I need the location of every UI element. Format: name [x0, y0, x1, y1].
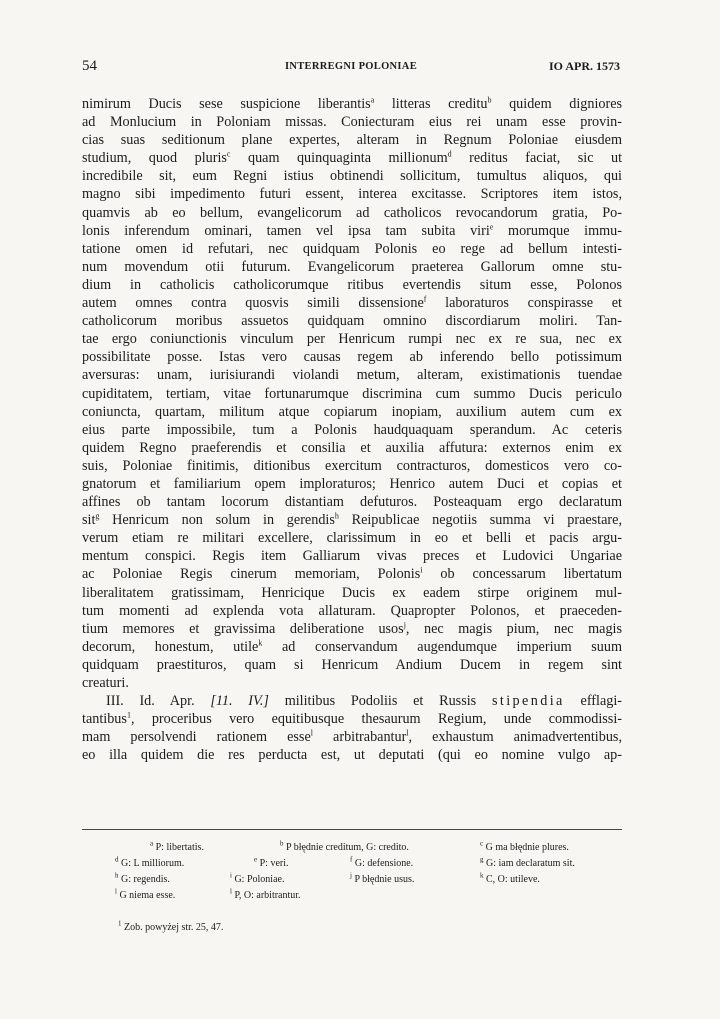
apparatus-note: $^i$ G: Poloniae. — [230, 871, 285, 885]
text-line: ad Monlucium in Poloniam missas. Coniecturam eius rei unam esse provin- — [82, 114, 622, 131]
apparatus-note: $^e$ P: veri. — [254, 855, 289, 869]
text-line: eo illa quidem die res perducta est, ut deputati (qui eo nomine vulgo ap- — [82, 747, 622, 764]
text-line: liberalitatem gratissimam, Henricique Ducis ex eadem stirpe originem mul- — [82, 584, 622, 601]
text-line: verum etiam re militari excellere, clarissimum in eo et belli et pacis argu- — [82, 530, 622, 547]
text-line: ac Poloniae Regis cinerum memoriam, Polonis$^i$ ob concessarum libertatum — [82, 565, 622, 583]
running-title: INTERREGNI POLONIAE — [284, 61, 417, 72]
text-line: mentum conspici. Regis item Galliarum vivas preces et Ludovici Ungariae — [82, 548, 622, 565]
text-line: possibilitate posse. Istas vero causas regem ab inferendo bello potissimum — [82, 349, 622, 366]
page-number: 54 — [82, 58, 97, 74]
apparatus-note: $^a$ P: libertatis. — [150, 839, 204, 853]
text-line: quamvis ab eo bellum, evangelicorum ad catholicos revocandorum gratia, Po- — [82, 204, 622, 221]
text-line: tium memores et gravissima deliberatione usos$^j$, nec magis pium, nec magis — [82, 619, 622, 637]
text-line: affines ob tantam locorum distantiam defuturos. Posteaquam ergo declaratum — [82, 494, 622, 511]
apparatus-note: $^l$ P, O: arbitrantur. — [230, 887, 301, 901]
date-annotation: [11. IV.] — [210, 693, 269, 710]
apparatus-note: $^d$ G: L milliorum. — [115, 855, 185, 869]
text-line: eius parte impossibile, tum a Polonis haudquaquam sperandum. Ac ceteris — [82, 421, 622, 438]
text-line: creaturi. — [82, 675, 129, 691]
spaced-word: stipendia — [491, 693, 565, 710]
apparatus-row — [82, 871, 622, 890]
text-line: studium, quod pluris$^c$ quam quinquaginta millionum$^d$ reditus faciat, sic ut — [82, 149, 622, 167]
text-line: sit$^g$ Henricum non solum in gerendis$^h$ Reipublicae negotiis summa vi praestare, — [82, 511, 622, 529]
text-line: lonis inferendum ominari, tamen vel ipsa tam subita viri$^e$ morumque immu- — [82, 221, 622, 239]
text-line: gnatorum et familiarium opem imploraturos; Henrico autem Duci et copias et — [82, 475, 622, 492]
text-line: dium in catholicis catholicorumque ritibus evertendis situm esse, Polonos — [82, 276, 622, 293]
text-line: tantibus$^1$, proceribus vero equitibusque thesaurum Regium, unde commodissi- — [82, 710, 622, 728]
text-line: cias suas seditionum plane expertes, alteram in Regnum Poloniae eiusdem — [82, 132, 622, 149]
text-line: incredibile sit, eum Regni istius obtinendi sollicitum, tumultus aliquos, qui — [82, 168, 622, 185]
text-line: aversuras: unam, iurisiurandi violandi metum, alteram, existimationis tuendae — [82, 367, 622, 384]
text-line: tatione omen id refutari, nec quidquam Polonis eo rege ad bellum intesti- — [82, 240, 622, 257]
apparatus-note: $^k$ C, O: utileve. — [480, 871, 540, 885]
text-line: autem omnes contra quosvis simili dissensione$^f$ laboraturos conspirasse et — [82, 294, 622, 312]
text-line: mam persolvendi rationem esse$^l$ arbitrabantur$^l$, exhaustum animadvertentibus, — [82, 728, 622, 746]
footnote: $^1$ Zob. powyżej str. 25, 47. — [118, 919, 224, 933]
apparatus-row — [82, 855, 622, 874]
critical-apparatus — [82, 839, 622, 906]
apparatus-note: $^j$ P błędnie usus. — [350, 871, 415, 885]
text-line: suis, Poloniae finitimis, ditionibus exercitum contracturos, domesticos vero co- — [82, 457, 622, 474]
running-date: IO APR. 1573 — [548, 59, 620, 73]
text-line: cupiditatem, tertiam, vitae fortunarumque discrimina cum summo Ducis periculo — [82, 385, 622, 402]
text-line: catholicorum moribus assuetos quidquam omnino discordiarum moliri. Tan- — [82, 313, 622, 330]
footnote-divider — [82, 829, 622, 830]
text-line: III. Id. Apr. [11. IV.] militibus Podoliis et Russis stipendia efflagi- — [106, 693, 622, 710]
text-line: quidquam praestituros, quam si Henricum Andium Ducem in regem sint — [82, 656, 622, 673]
text-line: tae ergo coniunctionis vinculum per Henricum rumpi nec ex re sua, nec ex — [82, 331, 622, 348]
text-line: magno sibi impedimento futuri essent, interea excitasse. Scriptores item istos, — [82, 186, 622, 203]
apparatus-note: $^h$ G: regendis. — [115, 871, 170, 885]
main-text — [82, 95, 622, 764]
apparatus-note: $^b$ P błędnie creditum, G: credito. — [280, 839, 409, 853]
apparatus-note: $^l$ G niema esse. — [115, 887, 176, 901]
apparatus-row — [82, 887, 622, 906]
text-line: decorum, honestum, utile$^k$ ad conservandum augendumque imperium suum — [82, 638, 622, 655]
text-line: quidem Regno praeferendis et consilia et auxilia affutura: externos enim ex — [82, 439, 622, 456]
text-line: nimirum Ducis sese suspicione liberantis$^a$ litteras creditu$^b$ quidem digniores — [82, 95, 622, 112]
text-line: num movendum otii futurum. Evangelicorum praeterea Gallorum omne stu- — [82, 258, 622, 275]
text-line: coniuncta, quartam, militum atque copiarum inopiam, auxilium autem cum ex — [82, 403, 622, 420]
text-line: tum momenti ad explenda vota allaturam. Quapropter Polonos, et praeceden- — [82, 602, 622, 619]
apparatus-note: $^c$ G ma błędnie plures. — [480, 839, 569, 853]
apparatus-note: $^g$ G: iam declaratum sit. — [480, 855, 575, 869]
apparatus-note: $^f$ G: defensione. — [350, 855, 414, 869]
page-header — [82, 58, 620, 78]
